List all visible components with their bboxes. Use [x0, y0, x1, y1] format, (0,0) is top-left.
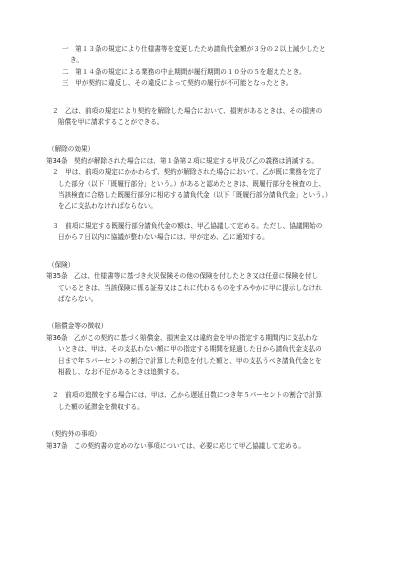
article-34-p2: ２ 甲は、前項の規定にかかわらず、契約が解除された場合において、乙が既に業務を完了: [52, 168, 322, 177]
section-37-heading: （契約外の事項）: [48, 430, 101, 439]
article-34-p3: ３ 前項に規定する既履行部分請負代金の額は、甲乙協議して定める。ただし、協議開始の: [52, 221, 323, 230]
section-35-heading: （保険）: [48, 260, 75, 269]
article-35-cont: ばならない。: [58, 294, 98, 303]
article-34-p2-cont: 当該検査に合格した既履行部分に相応する請負代金（以下「既履行部分請負代金」という。）: [58, 191, 332, 200]
list-item-1-cont: き。: [70, 56, 83, 65]
article-34-p3-cont: 日から７日以内に協議が整わない場合には、甲が定め、乙に通知する。: [58, 233, 269, 242]
article-37: 第37条 この契約書の定めのない事項については、必要に応じて甲乙協議して定める。: [46, 441, 305, 450]
section-34-heading: （解除の効果）: [48, 145, 95, 154]
article-36: 第36条 乙がこの契約に基づく賠償金、損害金又は違約金を甲の指定する期間内に支払わな: [46, 333, 319, 342]
article-34-p2-cont: した部分（以下「既履行部分」という。）があると認めたときは、既履行部分を検査の上、: [58, 179, 326, 188]
list-item-2: 二 第１４条の規定による業務の中止期間が履行期間の１０分の５を超えたとき。: [62, 67, 306, 76]
article-36-p2-cont: した額の延滞金を徴収する。: [58, 402, 144, 411]
article-36-cont: 相殺し、なお不足があるときは追徴する。: [58, 367, 184, 376]
article-34-p2-cont: を乙に支払わなければならない。: [58, 202, 157, 211]
list-item-3: 三 甲が契約に違反し、その違反によって契約の履行が不可能となったとき。: [62, 79, 293, 88]
paragraph-2-cont: 賠償を甲に請求することができる。: [58, 118, 164, 127]
article-36-cont: 日まで年５パーセントの割合で計算した利息を付した額と、甲の支払うべき請負代金とを: [58, 356, 322, 365]
article-35-cont: ているときは、当該保険に係る証券又はこれに代わるものをすみやかに甲に提示しなけれ: [58, 283, 322, 292]
paragraph-2: ２ 乙は、前項の規定により契約を解除した場合において、損害があるときは、その損害の: [52, 106, 323, 115]
article-36-p2: ２ 前項の追徴をする場合には、甲は、乙から遅延日数につき年５パーセントの割合で計算: [52, 391, 323, 400]
section-36-heading: （賠償金等の徴収）: [48, 322, 108, 331]
article-34: 第34条 契約が解除された場合には、第１条第２項に規定する甲及び乙の義務は消滅する。: [46, 156, 319, 165]
article-35: 第35条 乙は、仕様書等に基づき火災保険その他の保険を付したとき又は任意に保険を付し: [46, 272, 319, 281]
article-36-cont: いときは、甲は、その支払わない額に甲の指定する期間を経過した日から請負代金支払の: [58, 345, 322, 354]
list-item-1: 一 第１３条の規定により仕様書等を変更したため請負代金額が３分の２以上減少したと: [62, 45, 326, 53]
